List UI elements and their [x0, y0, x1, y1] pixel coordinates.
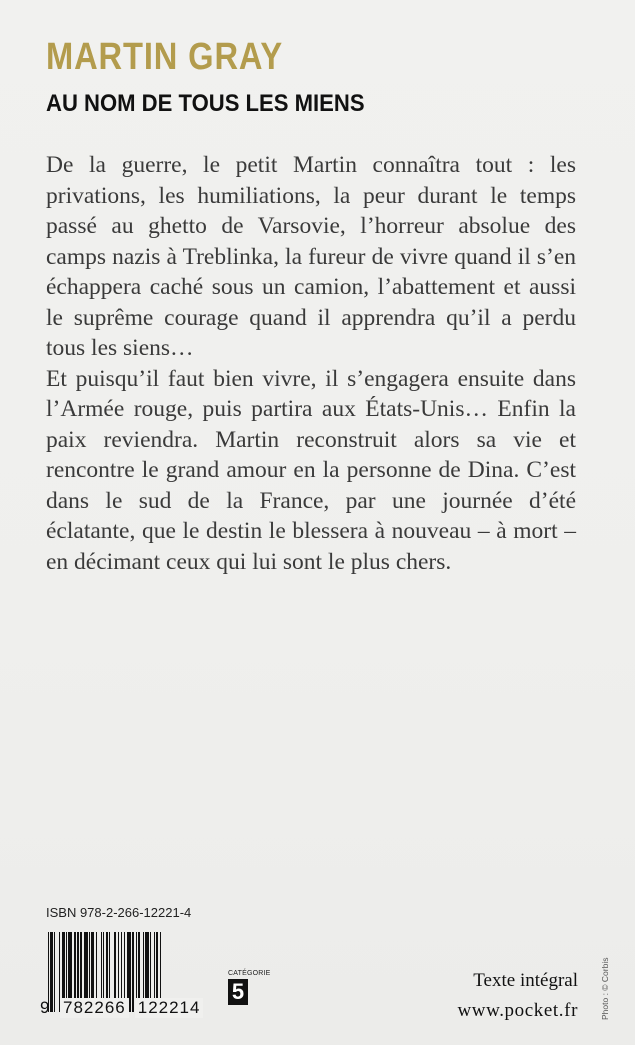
category-badge [228, 970, 271, 1005]
barcode-digit-first: 9 [40, 998, 50, 1017]
book-title: AU NOM DE TOUS LES MIENS [46, 90, 365, 117]
edition-note: Texte intégral [473, 970, 578, 991]
barcode-digits-right: 122214 [135, 998, 204, 1018]
publisher-website[interactable]: www.pocket.fr [457, 1000, 578, 1021]
isbn-text: ISBN 978-2-266-12221-4 [46, 905, 192, 920]
category-label: CATÉGORIE [228, 970, 271, 977]
photo-credit: Photo : © Corbis [600, 957, 610, 1020]
back-cover-blurb [46, 150, 576, 577]
blurb-paragraph-1: De la guerre, le petit Martin connaîtra tout : les privations, les humiliations, la peur durant le temps passé au ghetto de Varsovie, l’horreur absolue des camps nazis à Treblinka, la fureur de vivre quand il s’en échappera caché sous un camion, l’abattement et aussi le suprême courage quand il apprendra qu’il a perdu tous les siens… [46, 152, 576, 361]
barcode-digits-left: 782266 [60, 998, 129, 1018]
category-number: 5 [228, 979, 248, 1005]
blurb-paragraph-2: Et puisqu’il faut bien vivre, il s’engagera ensuite dans l’Armée rouge, puis partira aux États-Unis… Enfin la paix reviendra. Martin reconstruit alors sa vie et rencontre le grand amour en la personne de Dina. C’est dans le sud de la France, par une journée d’été éclatante, que le destin le blessera à nouveau – à mort – en décimant ceux qui lui sont le plus chers. [46, 365, 576, 575]
author-name: MARTIN GRAY [46, 36, 284, 78]
barcode-digits [40, 998, 203, 1018]
barcode [40, 932, 260, 1032]
